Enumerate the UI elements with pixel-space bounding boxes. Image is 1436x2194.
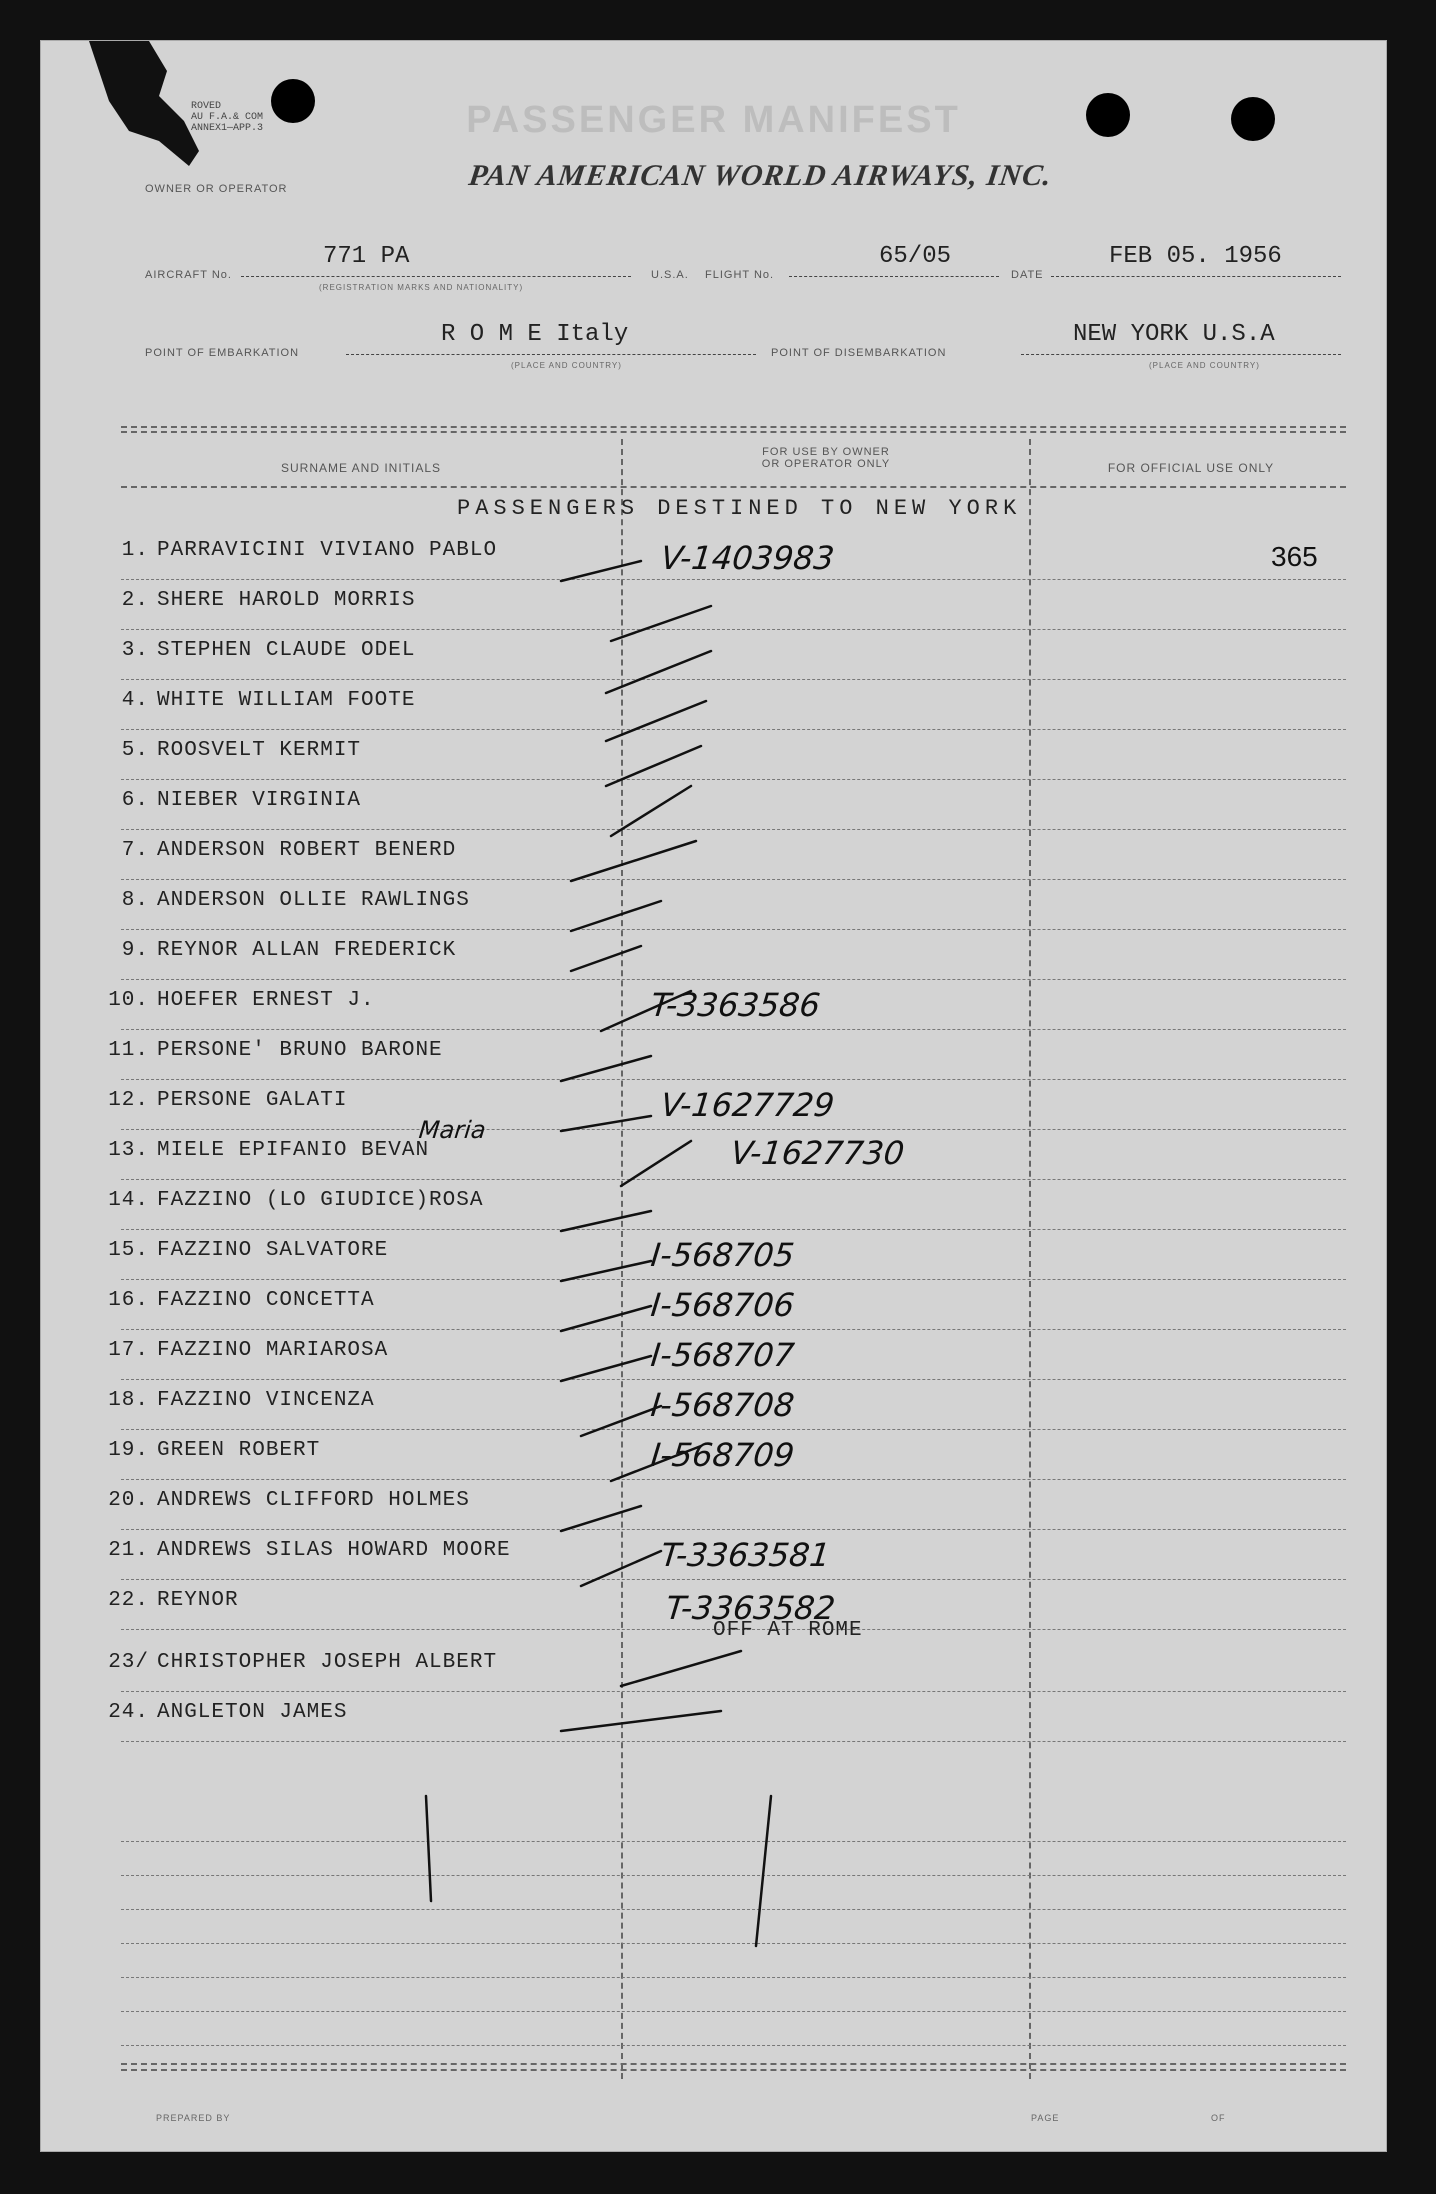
passenger-number: 21. xyxy=(108,1539,149,1562)
passenger-name: CHRISTOPHER JOSEPH ALBERT xyxy=(157,1651,498,1674)
passenger-number: 10. xyxy=(108,989,149,1012)
approved-stamp: ROVED AU F.A.& COM ANNEX1—APP.3 xyxy=(191,101,264,134)
passenger-number: 1. xyxy=(121,539,149,562)
passenger-number: 19. xyxy=(108,1439,149,1462)
passenger-name: ROOSVELT KERMIT xyxy=(157,739,362,762)
registration-note: (REGISTRATION MARKS AND NATIONALITY) xyxy=(319,283,524,292)
passenger-number: 3. xyxy=(121,639,149,662)
passenger-name: ANDREWS CLIFFORD HOLMES xyxy=(157,1489,470,1512)
passenger-number: 17. xyxy=(108,1339,149,1362)
date-label: DATE xyxy=(1011,269,1044,281)
passenger-number: 12. xyxy=(108,1089,149,1112)
passenger-number: 22. xyxy=(108,1589,149,1612)
passenger-name: FAZZINO VINCENZA xyxy=(157,1389,375,1412)
passenger-number: 13. xyxy=(108,1139,149,1162)
handwritten-check-strokes xyxy=(41,41,1386,2151)
passenger-name: GREEN ROBERT xyxy=(157,1439,321,1462)
passport-number-handwritten: I-568708 xyxy=(649,1386,797,1424)
passport-number-handwritten: T-3363586 xyxy=(649,986,823,1024)
passport-number-handwritten: V-1403983 xyxy=(659,539,837,577)
page-label: PAGE xyxy=(1031,2113,1060,2123)
disembark-value: NEW YORK U.S.A xyxy=(1073,321,1275,348)
passenger-number: 2. xyxy=(121,589,149,612)
passenger-number: 7. xyxy=(121,839,149,862)
passenger-number: 24. xyxy=(108,1701,149,1724)
passenger-number: 15. xyxy=(108,1239,149,1262)
prepared-by-label: PREPARED BY xyxy=(156,2113,231,2123)
passenger-name: PERSONE GALATI xyxy=(157,1089,348,1112)
passenger-name: SHERE HAROLD MORRIS xyxy=(157,589,416,612)
passenger-number: 16. xyxy=(108,1289,149,1312)
passenger-name: PERSONE' BRUNO BARONE xyxy=(157,1039,443,1062)
passenger-number: 14. xyxy=(108,1189,149,1212)
owner-use-column-header: FOR USE BY OWNER OR OPERATOR ONLY xyxy=(761,446,891,470)
passenger-number: 9. xyxy=(121,939,149,962)
passenger-number: 4. xyxy=(121,689,149,712)
flight-label: FLIGHT No. xyxy=(705,269,775,281)
passenger-name: FAZZINO (LO GIUDICE)ROSA xyxy=(157,1189,484,1212)
embark-value: R O M E Italy xyxy=(441,321,629,348)
embark-label: POINT OF EMBARKATION xyxy=(145,347,300,359)
passenger-name: FAZZINO CONCETTA xyxy=(157,1289,375,1312)
passenger-name: WHITE WILLIAM FOOTE xyxy=(157,689,416,712)
passport-number-handwritten: T-3363582 xyxy=(664,1589,838,1627)
passenger-name: ANDERSON OLLIE RAWLINGS xyxy=(157,889,470,912)
of-label: OF xyxy=(1211,2113,1226,2123)
off-note: OFF AT ROME xyxy=(713,1619,863,1642)
passenger-name: PARRAVICINI VIVIANO PABLO xyxy=(157,539,498,562)
passenger-name: REYNOR ALLAN FREDERICK xyxy=(157,939,457,962)
passenger-number: 23/ xyxy=(108,1651,149,1674)
passenger-number: 18. xyxy=(108,1389,149,1412)
disembark-note: (PLACE AND COUNTRY) xyxy=(1149,361,1260,370)
disembark-label: POINT OF DISEMBARKATION xyxy=(771,347,947,359)
passport-number-handwritten: T-3363581 xyxy=(659,1536,833,1574)
passenger-name: NIEBER VIRGINIA xyxy=(157,789,362,812)
embark-note: (PLACE AND COUNTRY) xyxy=(511,361,622,370)
operator-name: PAN AMERICAN WORLD AIRWAYS, INC. xyxy=(466,159,1055,192)
passport-number-handwritten: V-1627729 xyxy=(659,1086,837,1124)
handwritten-annotation: Maria xyxy=(417,1116,488,1144)
passenger-number: 11. xyxy=(108,1039,149,1062)
form-title: PASSENGER MANIFEST xyxy=(466,99,961,141)
destination-line: PASSENGERS DESTINED TO NEW YORK xyxy=(457,496,1022,521)
passenger-name: ANDERSON ROBERT BENERD xyxy=(157,839,457,862)
passenger-name: ANDREWS SILAS HOWARD MOORE xyxy=(157,1539,511,1562)
passport-number-handwritten: I-568705 xyxy=(649,1236,797,1274)
passenger-name: REYNOR xyxy=(157,1589,239,1612)
official-use-column-header: FOR OFFICIAL USE ONLY xyxy=(1107,461,1275,475)
manifest-sheet xyxy=(40,40,1387,2152)
passenger-name: HOEFER ERNEST J. xyxy=(157,989,375,1012)
passenger-number: 5. xyxy=(121,739,149,762)
official-mark: 365 xyxy=(1271,541,1318,572)
date-value: FEB 05. 1956 xyxy=(1109,243,1282,270)
passenger-name: FAZZINO MARIAROSA xyxy=(157,1339,389,1362)
passenger-name: STEPHEN CLAUDE ODEL xyxy=(157,639,416,662)
surname-column-header: SURNAME AND INITIALS xyxy=(280,461,442,475)
aircraft-value: 771 PA xyxy=(323,243,410,270)
flight-value: 65/05 xyxy=(879,243,952,270)
passenger-number: 20. xyxy=(108,1489,149,1512)
aircraft-label: AIRCRAFT No. xyxy=(145,269,232,281)
passport-number-handwritten: I-568706 xyxy=(649,1286,797,1324)
owner-label: OWNER OR OPERATOR xyxy=(145,183,288,195)
passport-number-handwritten: I-568709 xyxy=(649,1436,797,1474)
passport-number-handwritten: I-568707 xyxy=(649,1336,797,1374)
passenger-name: FAZZINO SALVATORE xyxy=(157,1239,389,1262)
passenger-number: 8. xyxy=(121,889,149,912)
passenger-number: 6. xyxy=(121,789,149,812)
passenger-name: MIELE EPIFANIO BEVAN xyxy=(157,1139,430,1162)
nationality: U.S.A. xyxy=(651,269,689,281)
passport-number-handwritten: V-1627730 xyxy=(729,1134,907,1172)
passenger-name: ANGLETON JAMES xyxy=(157,1701,348,1724)
